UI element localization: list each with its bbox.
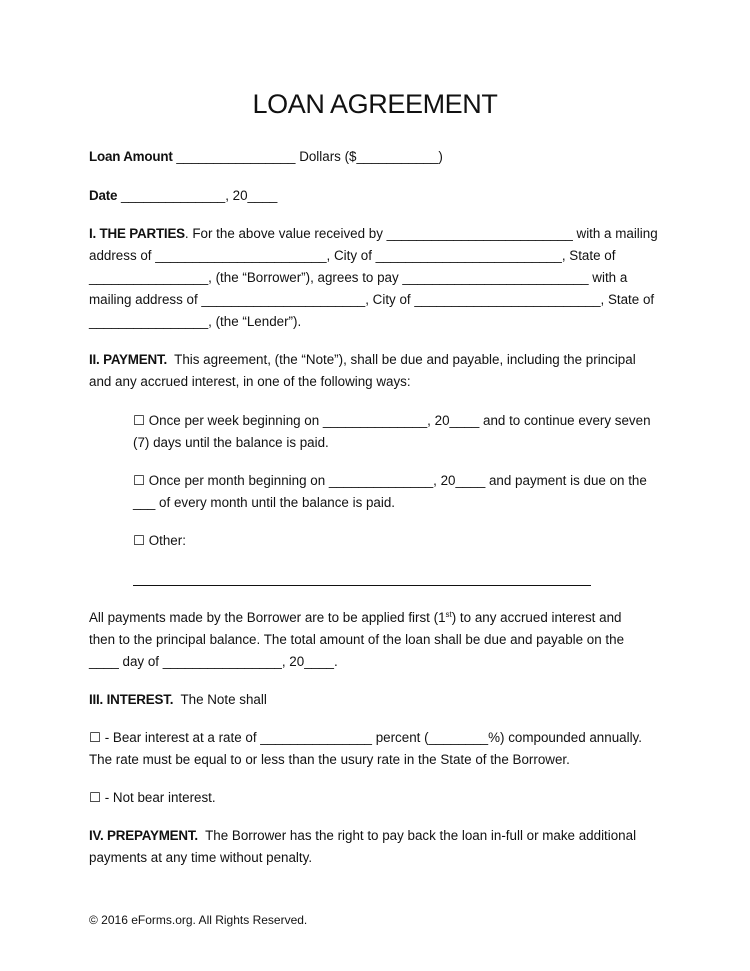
parties-text-1: . For the above value received by _________________________ with a mailing bbox=[184, 226, 658, 241]
option-monthly-line-1: ☐ Once per month beginning on ______________, 20____ and payment is due on the bbox=[133, 473, 647, 488]
prepayment-text-1: The Borrower has the right to pay back the loan in-full or make additional bbox=[197, 828, 637, 843]
loan-amount-label: Loan Amount bbox=[89, 149, 173, 164]
ordinal-superscript: st bbox=[445, 610, 452, 619]
applied-text-1a: All payments made by the Borrower are to be applied first (1 bbox=[89, 610, 446, 625]
parties-line-5: ________________, (the “Lender”). bbox=[89, 314, 302, 329]
option-bear-interest-line-2: The rate must be equal to or less than the usury rate in the State of the Borrower. bbox=[89, 752, 570, 767]
applied-line-1 bbox=[89, 609, 621, 629]
parties-line-2: address of _______________________, City of _________________________, State of bbox=[89, 248, 616, 263]
payment-line-1 bbox=[89, 351, 636, 369]
applied-text-1b: ) to any accrued interest and bbox=[451, 610, 622, 625]
interest-heading: III. INTEREST. bbox=[89, 692, 174, 707]
applied-line-3: ____ day of ________________, 20____. bbox=[89, 654, 338, 669]
loan-amount-line bbox=[89, 148, 443, 166]
copyright-footer: © 2016 eForms.org. All Rights Reserved. bbox=[89, 913, 308, 927]
option-monthly-line-2: ___ of every month until the balance is paid. bbox=[133, 495, 396, 510]
payment-line-2: and any accrued interest, in one of the following ways: bbox=[89, 374, 411, 389]
date-blanks: ______________, 20____ bbox=[117, 188, 278, 203]
prepayment-heading: IV. PREPAYMENT. bbox=[89, 828, 198, 843]
prepayment-line-1 bbox=[89, 827, 636, 845]
payment-heading: II. PAYMENT. bbox=[89, 352, 167, 367]
other-blank-rule bbox=[133, 585, 591, 586]
parties-line-1 bbox=[89, 225, 658, 243]
date-label: Date bbox=[89, 188, 118, 203]
prepayment-line-2: payments at any time without penalty. bbox=[89, 850, 313, 865]
parties-line-4: mailing address of ______________________, City of _________________________, State of bbox=[89, 292, 655, 307]
parties-line-3: ________________, (the “Borrower”), agrees to pay _________________________ with a bbox=[89, 270, 628, 285]
option-weekly-line-1: ☐ Once per week beginning on ______________, 20____ and to continue every seven bbox=[133, 413, 651, 428]
option-other-line: ☐ Other: bbox=[133, 533, 186, 548]
parties-heading: I. THE PARTIES bbox=[89, 226, 185, 241]
option-bear-interest-line-1: ☐ - Bear interest at a rate of _______________ percent (________%) compounded annually. bbox=[89, 730, 642, 745]
date-line bbox=[89, 187, 277, 205]
option-no-interest-line: ☐ - Not bear interest. bbox=[89, 790, 216, 805]
interest-line bbox=[89, 691, 267, 709]
applied-line-2: then to the principal balance. The total amount of the loan shall be due and payable on the bbox=[89, 632, 625, 647]
document-title: LOAN AGREEMENT bbox=[252, 89, 498, 119]
payment-text-1: This agreement, (the “Note”), shall be due and payable, including the principal bbox=[166, 352, 636, 367]
loan-amount-blanks: ________________ Dollars ($___________) bbox=[172, 149, 443, 164]
option-weekly-line-2: (7) days until the balance is paid. bbox=[133, 435, 329, 450]
interest-text: The Note shall bbox=[173, 692, 267, 707]
